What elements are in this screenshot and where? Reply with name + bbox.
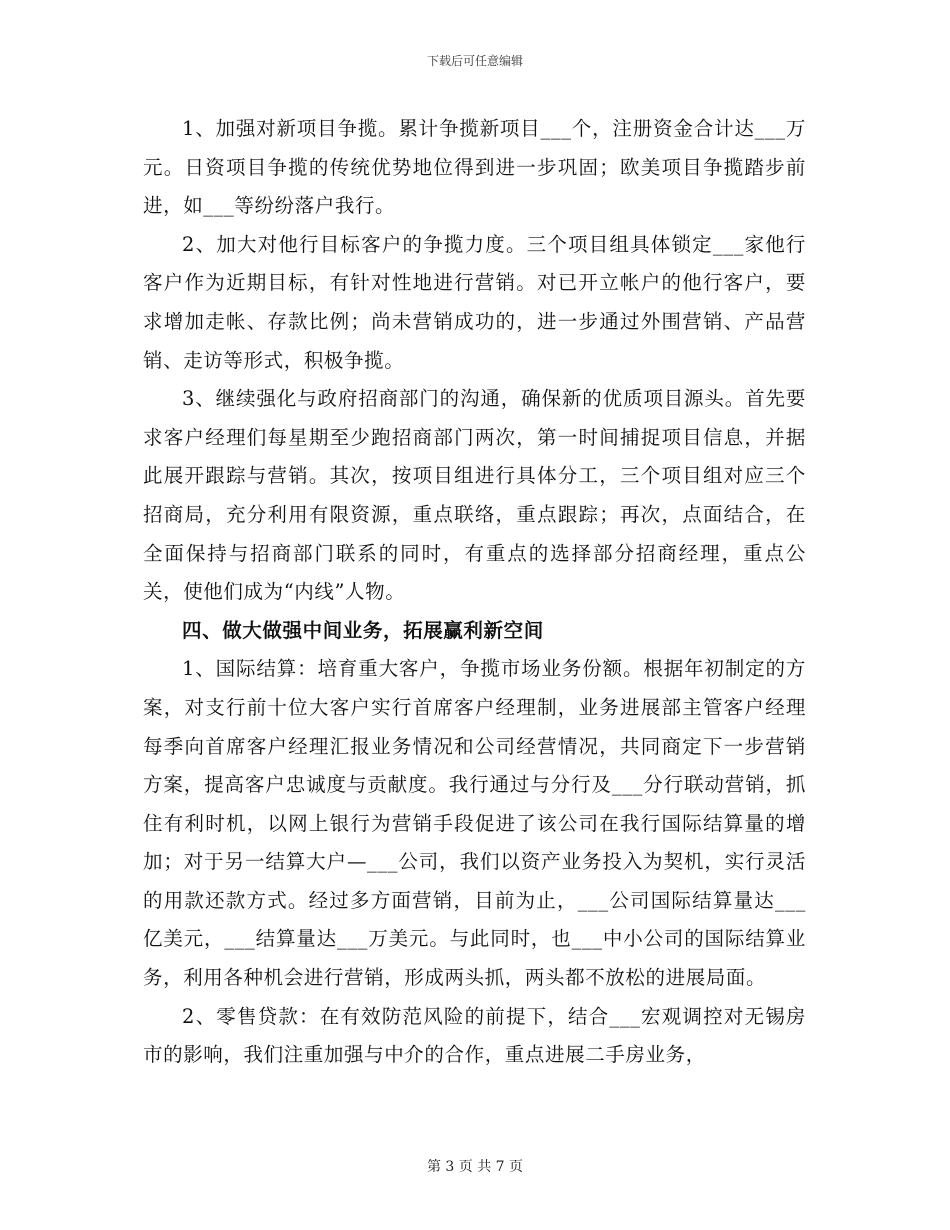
section-heading-intermediate-business: 四、做大做强中间业务，拓展赢利新空间 — [182, 618, 544, 642]
page-number-footer: 第 3 页 共 7 页 — [426, 1159, 524, 1175]
page-header: 下载后可任意编辑 — [426, 54, 523, 68]
paragraph-international-settlement: 1、国际结算：培育重大客户，争揽市场业务份额。根据年初制定的方案，对支行前十位大客户实行首席客户经理制，业务进展部主管客户经理每季向首席客户经理汇报业务情况和公司经营情况，共同商定下一步营销方案，提高客户忠诚度与贡献度。我行通过与分行及___分行联动营销，抓住有利时机，以网上银行为营销手段促进了该公司在我行国际结算量的增加；对于另一结算大户—___公司，我们以资产业务投入为契机，实行灵活的用款还款方式。经过多方面营销，目前为止，___公司国际结算量达___亿美元，___结算量达___万美元。与此同时，也___中小公司的国际结算业务，利用各种机会进行营销，形成两头抓，两头都不放松的进展局面。 — [143, 657, 806, 990]
document-body — [143, 110, 806, 1075]
paragraph-retail-loans: 2、零售贷款：在有效防范风险的前提下，结合___宏观调控对无锡房市的影响，我们注重加强与中介的合作，重点进展二手房业务， — [143, 1004, 806, 1067]
paragraph-new-projects: 1、加强对新项目争揽。累计争揽新项目___个，注册资金合计达___万元。日资项目争揽的传统优势地位得到进一步巩固；欧美项目争揽踏步前进，如___等纷纷落户我行。 — [143, 117, 806, 218]
paragraph-government-communication: 3、继续强化与政府招商部门的沟通，确保新的优质项目源头。首先要求客户经理们每星期至少跑招商部门两次，第一时间捕捉项目信息，并据此展开跟踪与营销。其次，按项目组进行具体分工，三个项目组对应三个招商局，充分利用有限资源，重点联络，重点跟踪；再次，点面结合，在全面保持与招商部门联系的同时，有重点的选择部分招商经理，重点公关，使他们成为“内线”人物。 — [143, 387, 806, 604]
paragraph-competitor-clients: 2、加大对他行目标客户的争揽力度。三个项目组具体锁定___家他行客户作为近期目标，有针对性地进行营销。对已开立帐户的他行客户，要求增加走帐、存款比例；尚未营销成功的，进一步通过外围营销、产品营销、走访等形式，积极争揽。 — [143, 232, 806, 372]
